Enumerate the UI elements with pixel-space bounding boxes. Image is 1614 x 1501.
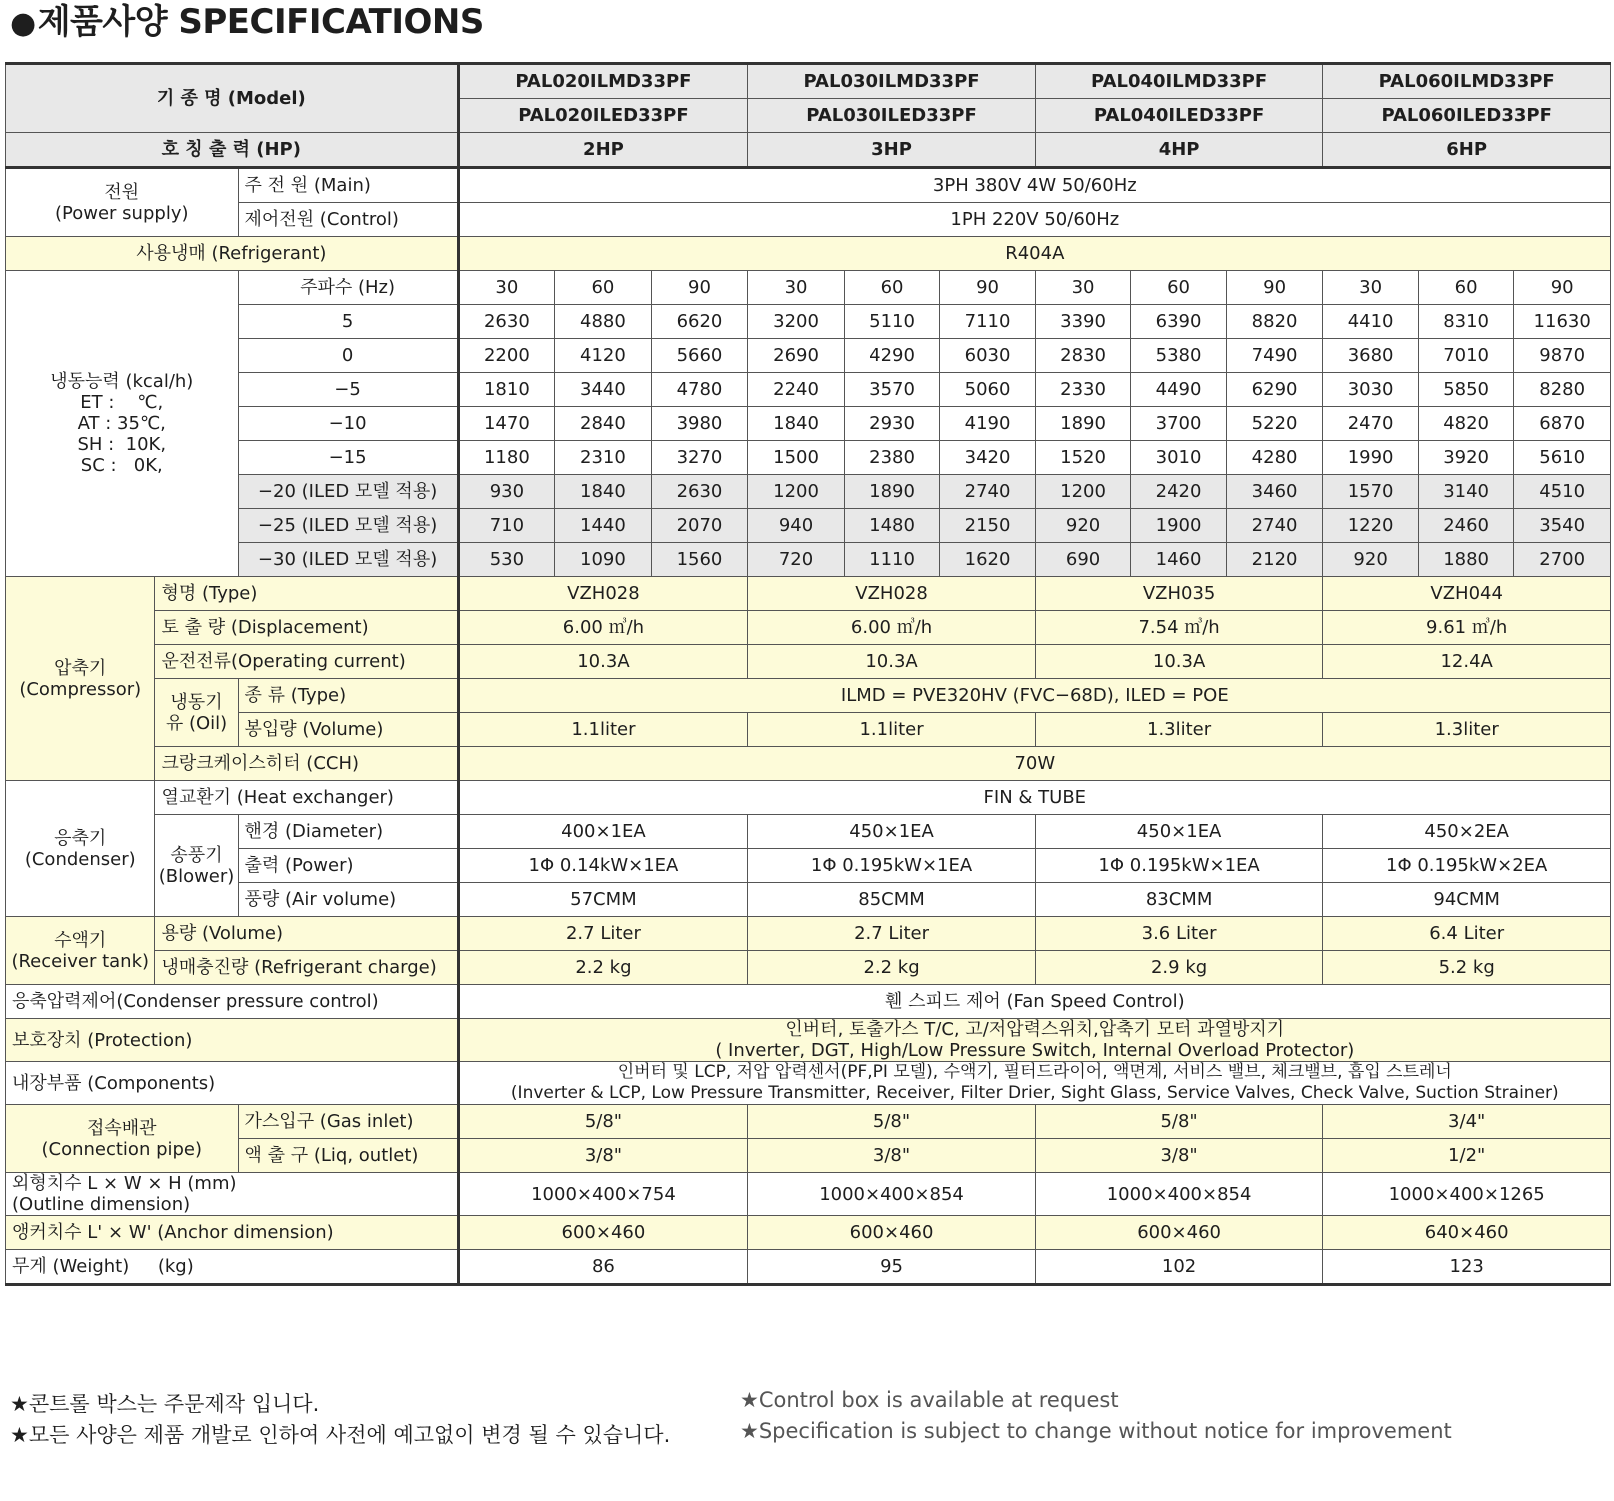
compressor-type-cell: VZH044	[1323, 577, 1611, 611]
receiver-label-ko: 수액기	[54, 929, 107, 951]
capacity-cell: 5610	[1514, 441, 1611, 475]
evaporating-temp-label: −15	[238, 441, 458, 475]
refrigerant-charge-cell: 2.2 kg	[458, 951, 748, 985]
receiver-volume-row	[6, 917, 1611, 951]
oil-label-2: 유 (Oil)	[165, 712, 228, 734]
capacity-row	[6, 441, 1611, 475]
capacity-label-line: AT : 35℃,	[77, 413, 166, 434]
weight-cell: 86	[458, 1250, 748, 1285]
capacity-cell: 1880	[1418, 543, 1514, 577]
pressure-control-value: 휀 스피드 제어 (Fan Speed Control)	[458, 985, 1610, 1019]
power-main-label: 주 전 원 (Main)	[238, 168, 458, 203]
frequency-cell: 30	[458, 271, 555, 305]
model-ilmd-cell: PAL060ILMD33PF	[1323, 64, 1611, 99]
pressure-control-row	[6, 985, 1611, 1019]
cch-value: 70W	[458, 747, 1610, 781]
components-label: 내장부품 (Components)	[6, 1062, 459, 1105]
model-ilmd-cell: PAL030ILMD33PF	[748, 64, 1036, 99]
capacity-cell: 690	[1035, 543, 1131, 577]
model-iled-cell: PAL040ILED33PF	[1035, 99, 1323, 133]
capacity-cell: 1220	[1323, 509, 1419, 543]
hx-row	[6, 781, 1611, 815]
capacity-cell: 1500	[748, 441, 845, 475]
frequency-cell: 90	[1514, 271, 1611, 305]
blower-power-cell: 1Φ 0.195kW×1EA	[748, 849, 1036, 883]
protection-line-2: ( Inverter, DGT, High/Low Pressure Switch, Internal Overload Protector)	[715, 1040, 1355, 1061]
compressor-displacement-row	[6, 611, 1611, 645]
capacity-cell: 1480	[844, 509, 940, 543]
capacity-cell: 710	[458, 509, 555, 543]
components-value	[458, 1062, 1610, 1105]
capacity-cell: 6030	[940, 339, 1036, 373]
capacity-cell: 3440	[555, 373, 652, 407]
capacity-cell: 1560	[651, 543, 748, 577]
capacity-cell: 2120	[1226, 543, 1323, 577]
capacity-cell: 2930	[844, 407, 940, 441]
capacity-cell: 5220	[1226, 407, 1323, 441]
capacity-cell: 720	[748, 543, 845, 577]
frequency-cell: 30	[748, 271, 845, 305]
capacity-cell: 3270	[651, 441, 748, 475]
capacity-cell: 3010	[1131, 441, 1227, 475]
capacity-cell: 2830	[1035, 339, 1131, 373]
capacity-cell: 2070	[651, 509, 748, 543]
capacity-cell: 4780	[651, 373, 748, 407]
compressor-label-ko: 압축기	[54, 657, 107, 679]
capacity-cell: 6390	[1131, 305, 1227, 339]
oil-type-row	[6, 679, 1611, 713]
title-bullet: ●	[10, 6, 36, 41]
blower-diameter-row	[6, 815, 1611, 849]
displacement-label: 토 출 량 (Displacement)	[155, 611, 458, 645]
capacity-cell: 4280	[1226, 441, 1323, 475]
capacity-cell: 1890	[1035, 407, 1131, 441]
diameter-cell: 400×1EA	[458, 815, 748, 849]
capacity-cell: 6290	[1226, 373, 1323, 407]
outline-label	[6, 1173, 459, 1216]
capacity-cell: 4290	[844, 339, 940, 373]
capacity-cell: 2380	[844, 441, 940, 475]
outline-row	[6, 1173, 1611, 1216]
note-en-1: ★Control box is available at request	[740, 1388, 1119, 1412]
weight-cell: 102	[1035, 1250, 1323, 1285]
capacity-cell: 920	[1323, 543, 1419, 577]
capacity-cell: 1840	[748, 407, 845, 441]
oil-type-value: ILMD = PVE320HV (FVC−68D), ILED = POE	[458, 679, 1610, 713]
current-cell: 10.3A	[748, 645, 1036, 679]
outline-cell: 1000×400×754	[458, 1173, 748, 1216]
receiver-volume-cell: 6.4 Liter	[1323, 917, 1611, 951]
current-cell: 12.4A	[1323, 645, 1611, 679]
compressor-current-row	[6, 645, 1611, 679]
diameter-cell: 450×1EA	[1035, 815, 1323, 849]
oil-volume-row	[6, 713, 1611, 747]
capacity-cell: 1110	[844, 543, 940, 577]
outline-label-1: 외형치수 L × W × H (mm)	[12, 1173, 237, 1194]
capacity-cell: 3980	[651, 407, 748, 441]
receiver-volume-label: 용량 (Volume)	[155, 917, 458, 951]
capacity-cell: 2630	[458, 305, 555, 339]
anchor-label: 앵커치수 L' × W' (Anchor dimension)	[6, 1216, 459, 1250]
gas-inlet-cell: 5/8"	[458, 1105, 748, 1139]
capacity-row	[6, 373, 1611, 407]
capacity-cell: 5110	[844, 305, 940, 339]
diameter-label: 핸경 (Diameter)	[238, 815, 458, 849]
blower-label-ko: 송풍기	[170, 844, 223, 866]
capacity-cell: 1900	[1131, 509, 1227, 543]
compressor-label	[6, 577, 155, 781]
header-row-hp	[6, 133, 1611, 168]
frequency-cell: 60	[555, 271, 652, 305]
capacity-cell: 11630	[1514, 305, 1611, 339]
capacity-cell: 1090	[555, 543, 652, 577]
capacity-row	[6, 339, 1611, 373]
capacity-label-line: 냉동능력 (kcal/h)	[50, 371, 194, 392]
capacity-cell: 8310	[1418, 305, 1514, 339]
capacity-cell: 5380	[1131, 339, 1227, 373]
oil-label-1: 냉동기	[170, 691, 223, 713]
power-label-ko: 전원	[104, 181, 140, 203]
current-cell: 10.3A	[1035, 645, 1323, 679]
capacity-cell: 3030	[1323, 373, 1419, 407]
blower-label	[155, 815, 238, 917]
oil-volume-label: 봉입량 (Volume)	[238, 713, 458, 747]
capacity-cell: 6870	[1514, 407, 1611, 441]
diameter-cell: 450×2EA	[1323, 815, 1611, 849]
weight-cell: 123	[1323, 1250, 1611, 1285]
outline-cell: 1000×400×854	[1035, 1173, 1323, 1216]
capacity-cell: 9870	[1514, 339, 1611, 373]
capacity-cell: 2690	[748, 339, 845, 373]
capacity-cell: 3570	[844, 373, 940, 407]
outline-cell: 1000×400×1265	[1323, 1173, 1611, 1216]
capacity-label	[6, 271, 239, 577]
receiver-volume-cell: 3.6 Liter	[1035, 917, 1323, 951]
compressor-type-cell: VZH035	[1035, 577, 1323, 611]
capacity-cell: 3140	[1418, 475, 1514, 509]
capacity-cell: 6620	[651, 305, 748, 339]
capacity-cell: 1810	[458, 373, 555, 407]
spec-table-body	[6, 64, 1611, 1285]
capacity-cell: 2150	[940, 509, 1036, 543]
power-control-label: 제어전원 (Control)	[238, 203, 458, 237]
capacity-cell: 2740	[940, 475, 1036, 509]
note-en-2: ★Specification is subject to change without notice for improvement	[740, 1419, 1452, 1443]
capacity-cell: 1200	[748, 475, 845, 509]
gas-inlet-cell: 5/8"	[748, 1105, 1036, 1139]
title-text: 제품사양 SPECIFICATIONS	[37, 2, 484, 42]
model-ilmd-cell: PAL040ILMD33PF	[1035, 64, 1323, 99]
capacity-cell: 1200	[1035, 475, 1131, 509]
capacity-cell: 3700	[1131, 407, 1227, 441]
capacity-cell: 4190	[940, 407, 1036, 441]
power-main-row	[6, 168, 1611, 203]
pressure-control-label: 응축압력제어(Condenser pressure control)	[6, 985, 459, 1019]
oil-volume-cell: 1.3liter	[1323, 713, 1611, 747]
liq-outlet-cell: 3/8"	[748, 1139, 1036, 1173]
evaporating-temp-label: −10	[238, 407, 458, 441]
model-label: 기 종 명 (Model)	[6, 64, 459, 133]
oil-volume-cell: 1.1liter	[748, 713, 1036, 747]
outline-label-2: (Outline dimension)	[12, 1194, 191, 1215]
air-volume-row	[6, 883, 1611, 917]
capacity-cell: 2330	[1035, 373, 1131, 407]
capacity-cell: 2460	[1418, 509, 1514, 543]
evaporating-temp-label: −5	[238, 373, 458, 407]
blower-power-label: 출력 (Power)	[238, 849, 458, 883]
displacement-cell: 7.54 ㎥/h	[1035, 611, 1323, 645]
frequency-cell: 90	[1226, 271, 1323, 305]
note-ko-2: ★모든 사양은 제품 개발로 인하여 사전에 예고없이 변경 될 수 있습니다.	[10, 1423, 671, 1447]
frequency-cell: 30	[1323, 271, 1419, 305]
oil-volume-cell: 1.3liter	[1035, 713, 1323, 747]
protection-value	[458, 1019, 1610, 1062]
receiver-charge-row	[6, 951, 1611, 985]
hx-value: FIN & TUBE	[458, 781, 1610, 815]
capacity-cell: 1520	[1035, 441, 1131, 475]
capacity-cell: 3200	[748, 305, 845, 339]
anchor-row	[6, 1216, 1611, 1250]
refrigerant-charge-cell: 2.2 kg	[748, 951, 1036, 985]
capacity-cell: 1990	[1323, 441, 1419, 475]
capacity-row	[6, 543, 1611, 577]
capacity-cell: 4120	[555, 339, 652, 373]
evaporating-temp-label: 0	[238, 339, 458, 373]
hx-label: 열교환기 (Heat exchanger)	[155, 781, 458, 815]
weight-cell: 95	[748, 1250, 1036, 1285]
capacity-cell: 2200	[458, 339, 555, 373]
capacity-cell: 2240	[748, 373, 845, 407]
capacity-cell: 3390	[1035, 305, 1131, 339]
air-volume-cell: 57CMM	[458, 883, 748, 917]
refrigerant-label: 사용냉매 (Refrigerant)	[6, 237, 459, 271]
cch-row	[6, 747, 1611, 781]
hp-cell: 2HP	[458, 133, 748, 168]
capacity-cell: 8820	[1226, 305, 1323, 339]
capacity-cell: 2420	[1131, 475, 1227, 509]
protection-line-1: 인버터, 토출가스 T/C, 고/저압력스위치,압축기 모터 과열방지기	[785, 1019, 1285, 1040]
model-iled-cell: PAL020ILED33PF	[458, 99, 748, 133]
gas-inlet-row	[6, 1105, 1611, 1139]
capacity-cell: 1570	[1323, 475, 1419, 509]
current-cell: 10.3A	[458, 645, 748, 679]
capacity-cell: 2740	[1226, 509, 1323, 543]
pipe-label-en: (Connection pipe)	[41, 1138, 203, 1160]
capacity-cell: 5660	[651, 339, 748, 373]
capacity-cell: 7490	[1226, 339, 1323, 373]
outline-cell: 1000×400×854	[748, 1173, 1036, 1216]
displacement-cell: 6.00 ㎥/h	[748, 611, 1036, 645]
liq-outlet-cell: 3/8"	[1035, 1139, 1323, 1173]
capacity-cell: 2630	[651, 475, 748, 509]
gas-inlet-cell: 5/8"	[1035, 1105, 1323, 1139]
capacity-cell: 1890	[844, 475, 940, 509]
capacity-cell: 3680	[1323, 339, 1419, 373]
refrigerant-value: R404A	[458, 237, 1610, 271]
power-control-value: 1PH 220V 50/60Hz	[458, 203, 1610, 237]
capacity-cell: 8280	[1514, 373, 1611, 407]
components-line-2: (Inverter & LCP, Low Pressure Transmitter, Receiver, Filter Drier, Sight Glass, Service Valves, Check Valve, Suction Strainer)	[510, 1083, 1559, 1103]
pipe-label	[6, 1105, 239, 1173]
hp-cell: 3HP	[748, 133, 1036, 168]
capacity-cell: 920	[1035, 509, 1131, 543]
header-row-model-1	[6, 64, 1611, 99]
receiver-label-en: (Receiver tank)	[11, 950, 150, 972]
model-ilmd-cell: PAL020ILMD33PF	[458, 64, 748, 99]
hp-cell: 4HP	[1035, 133, 1323, 168]
capacity-cell: 1470	[458, 407, 555, 441]
compressor-type-label: 형명 (Type)	[155, 577, 458, 611]
condenser-label-en: (Condenser)	[24, 848, 136, 870]
capacity-row	[6, 509, 1611, 543]
protection-label: 보호장치 (Protection)	[6, 1019, 459, 1062]
capacity-cell: 1620	[940, 543, 1036, 577]
liq-outlet-label: 액 출 구 (Liq, outlet)	[238, 1139, 458, 1173]
protection-row	[6, 1019, 1611, 1062]
power-supply-label	[6, 168, 239, 237]
capacity-cell: 4490	[1131, 373, 1227, 407]
capacity-cell: 530	[458, 543, 555, 577]
oil-volume-cell: 1.1liter	[458, 713, 748, 747]
capacity-cell: 930	[458, 475, 555, 509]
capacity-cell: 1840	[555, 475, 652, 509]
frequency-cell: 90	[651, 271, 748, 305]
liq-outlet-cell: 3/8"	[458, 1139, 748, 1173]
capacity-row	[6, 475, 1611, 509]
receiver-label	[6, 917, 155, 985]
weight-row	[6, 1250, 1611, 1285]
hp-label: 호 칭 출 력 (HP)	[6, 133, 459, 168]
pipe-label-ko: 접속배관	[86, 1117, 157, 1139]
evaporating-temp-label: −25 (ILED 모델 적용)	[238, 509, 458, 543]
components-row	[6, 1062, 1611, 1105]
frequency-cell: 60	[844, 271, 940, 305]
power-main-value: 3PH 380V 4W 50/60Hz	[458, 168, 1610, 203]
displacement-cell: 9.61 ㎥/h	[1323, 611, 1611, 645]
refrigerant-charge-cell: 5.2 kg	[1323, 951, 1611, 985]
capacity-cell: 7010	[1418, 339, 1514, 373]
air-volume-cell: 83CMM	[1035, 883, 1323, 917]
blower-label-en: (Blower)	[158, 865, 235, 887]
frequency-label: 주파수 (Hz)	[238, 271, 458, 305]
capacity-cell: 4510	[1514, 475, 1611, 509]
gas-inlet-label: 가스입구 (Gas inlet)	[238, 1105, 458, 1139]
capacity-cell: 5850	[1418, 373, 1514, 407]
gas-inlet-cell: 3/4"	[1323, 1105, 1611, 1139]
anchor-cell: 640×460	[1323, 1216, 1611, 1250]
power-label-en: (Power supply)	[55, 202, 189, 224]
capacity-row	[6, 305, 1611, 339]
capacity-label-line: ET : ℃,	[80, 392, 164, 413]
capacity-cell: 3460	[1226, 475, 1323, 509]
refrigerant-charge-label: 냉매충진량 (Refrigerant charge)	[155, 951, 458, 985]
liq-outlet-cell: 1/2"	[1323, 1139, 1611, 1173]
model-iled-cell: PAL030ILED33PF	[748, 99, 1036, 133]
capacity-cell: 1180	[458, 441, 555, 475]
blower-power-cell: 1Φ 0.195kW×2EA	[1323, 849, 1611, 883]
air-volume-label: 풍량 (Air volume)	[238, 883, 458, 917]
liq-outlet-row	[6, 1139, 1611, 1173]
capacity-cell: 3420	[940, 441, 1036, 475]
anchor-cell: 600×460	[458, 1216, 748, 1250]
air-volume-cell: 94CMM	[1323, 883, 1611, 917]
compressor-type-cell: VZH028	[748, 577, 1036, 611]
condenser-label	[6, 781, 155, 917]
compressor-type-cell: VZH028	[458, 577, 748, 611]
receiver-volume-cell: 2.7 Liter	[458, 917, 748, 951]
capacity-row	[6, 407, 1611, 441]
weight-label: 무게 (Weight) (kg)	[6, 1250, 459, 1285]
capacity-cell: 2840	[555, 407, 652, 441]
refrigerant-charge-cell: 2.9 kg	[1035, 951, 1323, 985]
capacity-cell: 4820	[1418, 407, 1514, 441]
capacity-cell: 3920	[1418, 441, 1514, 475]
capacity-cell: 2310	[555, 441, 652, 475]
capacity-cell: 4880	[555, 305, 652, 339]
evaporating-temp-label: −20 (ILED 모델 적용)	[238, 475, 458, 509]
capacity-cell: 5060	[940, 373, 1036, 407]
hp-cell: 6HP	[1323, 133, 1611, 168]
specifications-table	[5, 62, 1611, 1286]
oil-type-label: 종 류 (Type)	[238, 679, 458, 713]
capacity-cell: 940	[748, 509, 845, 543]
oil-label	[155, 679, 238, 747]
capacity-label-line: SH : 10K,	[77, 434, 167, 455]
capacity-frequency-row	[6, 271, 1611, 305]
diameter-cell: 450×1EA	[748, 815, 1036, 849]
evaporating-temp-label: −30 (ILED 모델 적용)	[238, 543, 458, 577]
capacity-cell: 2700	[1514, 543, 1611, 577]
air-volume-cell: 85CMM	[748, 883, 1036, 917]
receiver-volume-cell: 2.7 Liter	[748, 917, 1036, 951]
blower-power-row	[6, 849, 1611, 883]
compressor-label-en: (Compressor)	[19, 678, 142, 700]
capacity-cell: 1460	[1131, 543, 1227, 577]
power-control-row	[6, 203, 1611, 237]
frequency-cell: 30	[1035, 271, 1131, 305]
note-ko-1: ★콘트롤 박스는 주문제작 입니다.	[10, 1392, 320, 1416]
model-iled-cell: PAL060ILED33PF	[1323, 99, 1611, 133]
current-label: 운전전류(Operating current)	[155, 645, 458, 679]
anchor-cell: 600×460	[1035, 1216, 1323, 1250]
capacity-cell: 4410	[1323, 305, 1419, 339]
blower-power-cell: 1Φ 0.195kW×1EA	[1035, 849, 1323, 883]
frequency-cell: 60	[1131, 271, 1227, 305]
capacity-label-line: SC : 0K,	[80, 455, 163, 476]
refrigerant-row	[6, 237, 1611, 271]
displacement-cell: 6.00 ㎥/h	[458, 611, 748, 645]
capacity-cell: 7110	[940, 305, 1036, 339]
capacity-cell: 1440	[555, 509, 652, 543]
condenser-label-ko: 응축기	[54, 827, 107, 849]
page-title	[10, 0, 484, 44]
capacity-cell: 3540	[1514, 509, 1611, 543]
cch-label: 크랑크케이스히터 (CCH)	[155, 747, 458, 781]
components-line-1: 인버터 및 LCP, 저압 압력센서(PF,PI 모델), 수액기, 필터드라이어, 액면계, 서비스 밸브, 체크밸브, 흡입 스트레너	[617, 1062, 1452, 1082]
anchor-cell: 600×460	[748, 1216, 1036, 1250]
compressor-type-row	[6, 577, 1611, 611]
frequency-cell: 90	[940, 271, 1036, 305]
capacity-cell: 2470	[1323, 407, 1419, 441]
blower-power-cell: 1Φ 0.14kW×1EA	[458, 849, 748, 883]
frequency-cell: 60	[1418, 271, 1514, 305]
evaporating-temp-label: 5	[238, 305, 458, 339]
